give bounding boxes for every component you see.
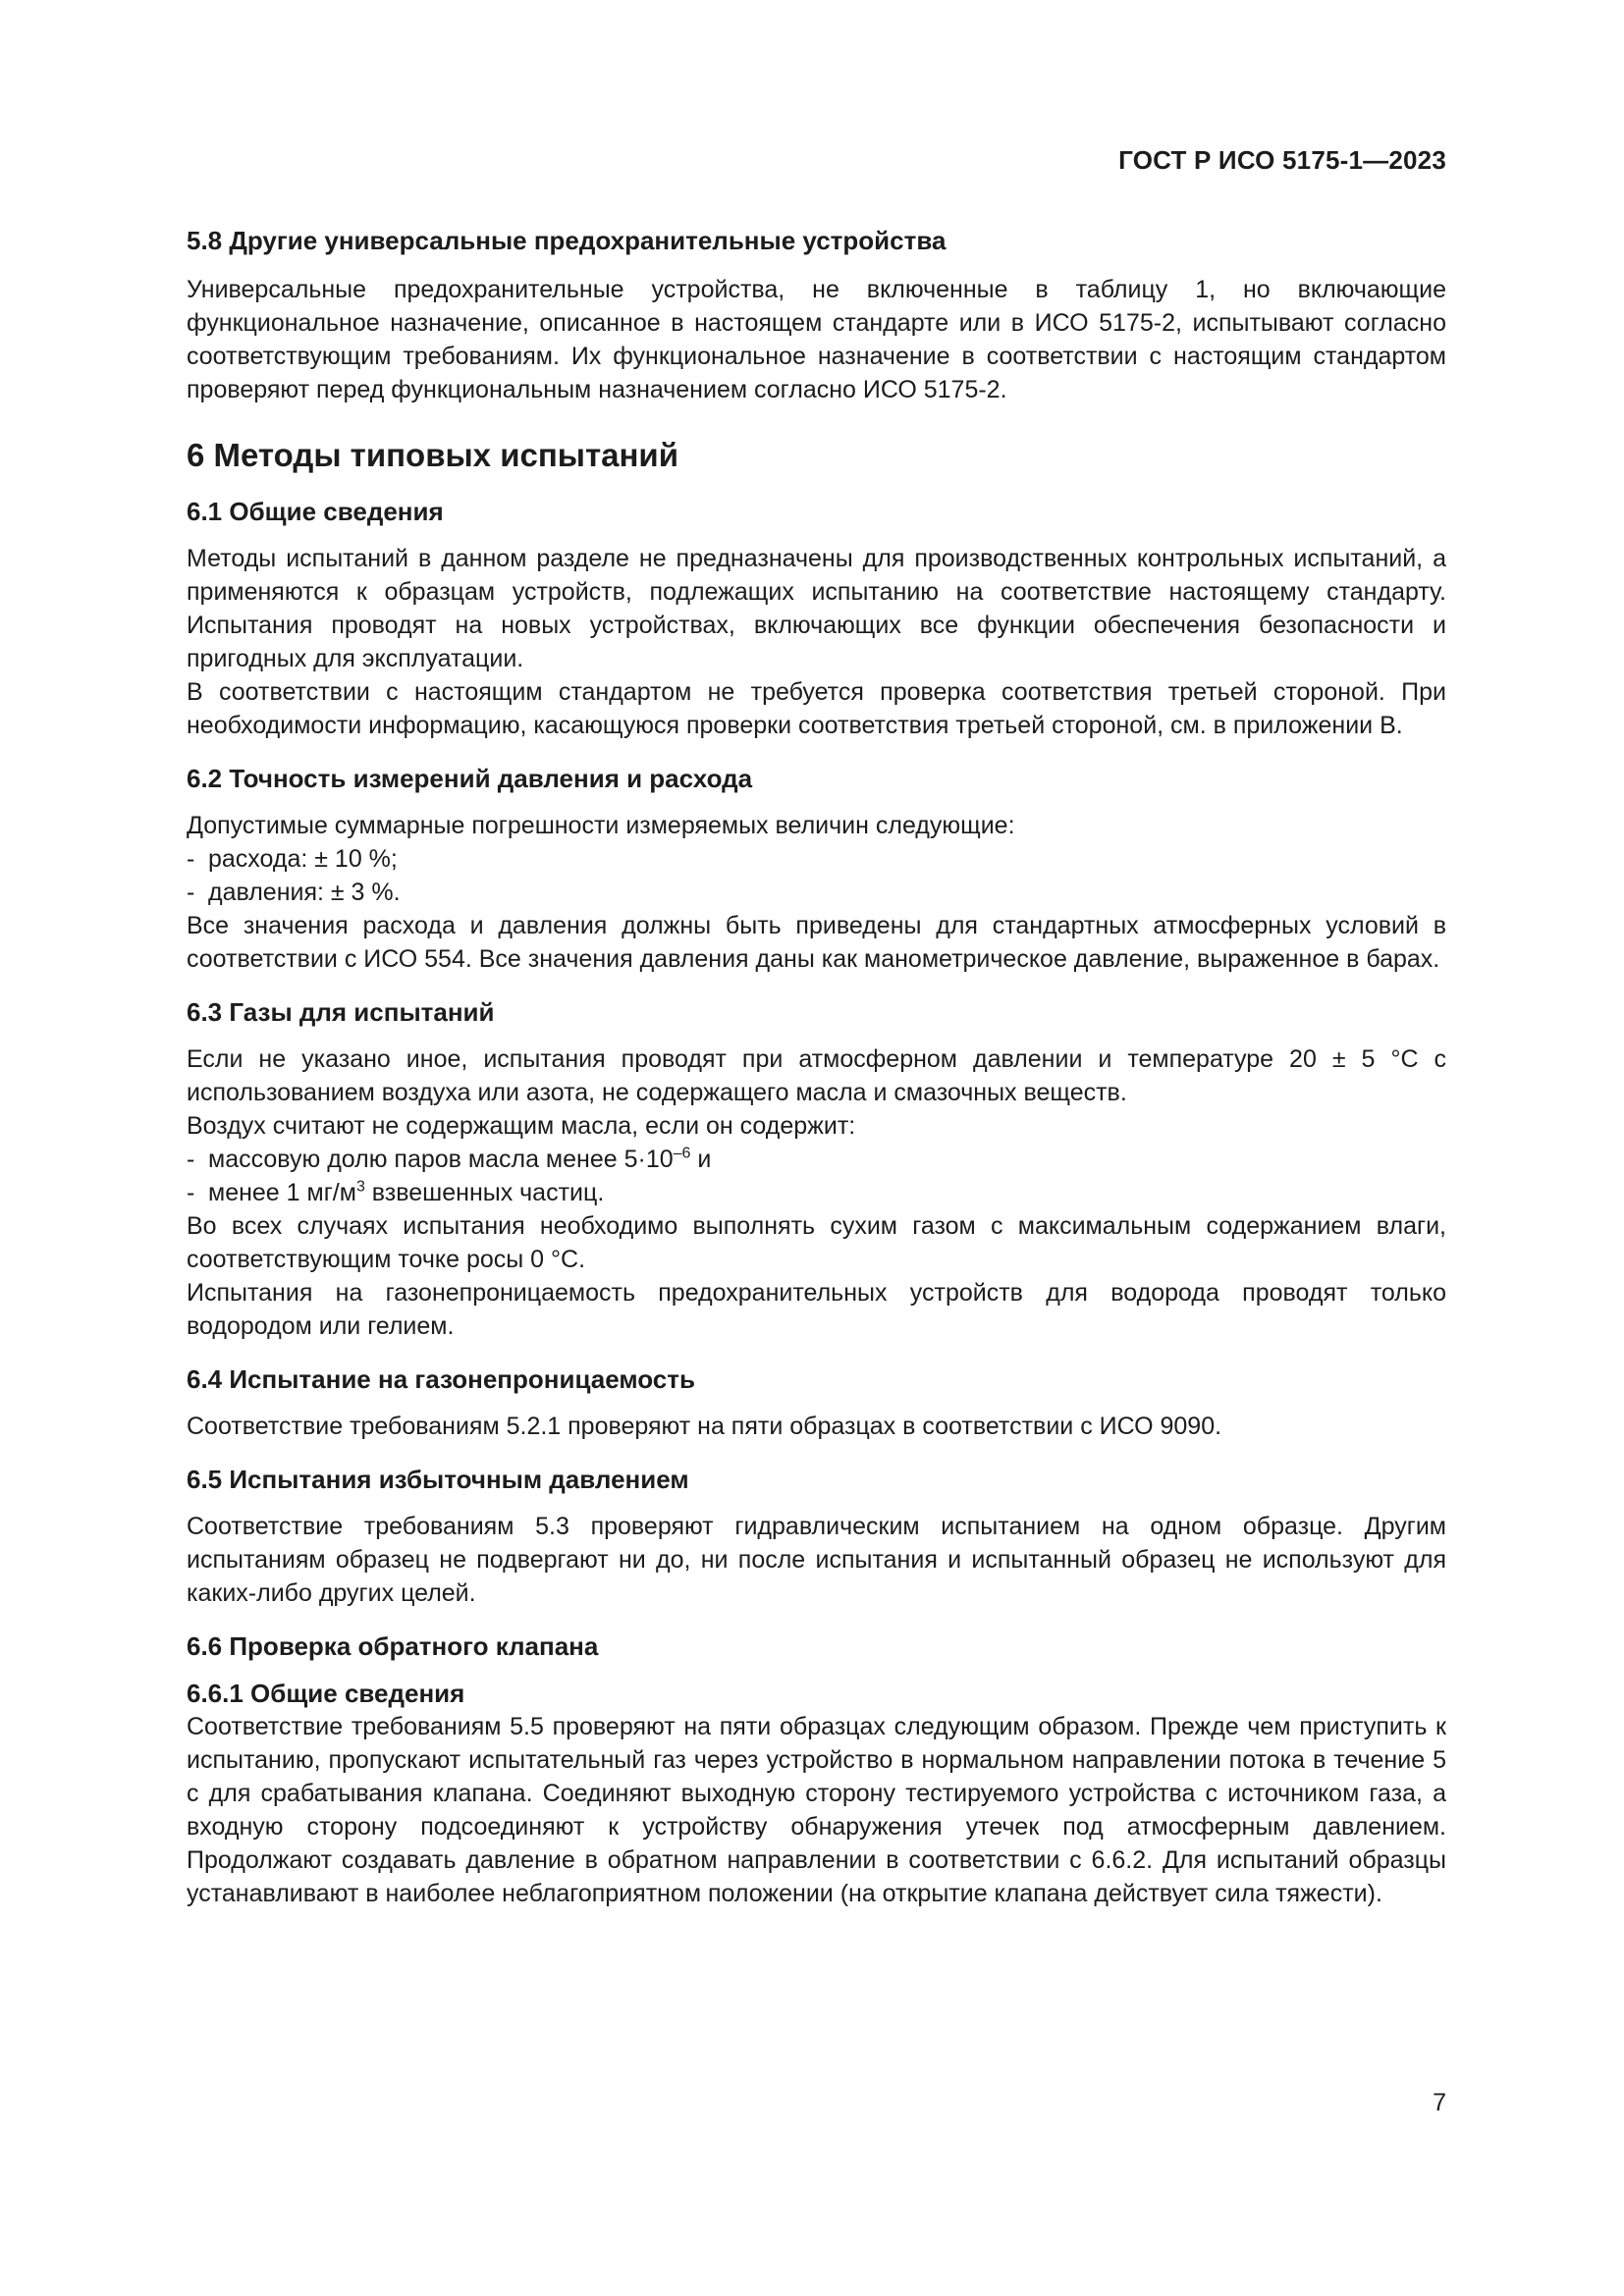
paragraph: В соответствии с настоящим стандартом не требуется проверка соответствия третьей стороной. При необходимости информацию, касающуюся проверки соответствия третьей стороной, см. в приложении В. xyxy=(187,678,1446,739)
section-heading: 6.2 Точность измерений давления и расхода xyxy=(187,764,753,793)
section-heading: 6.1 Общие сведения xyxy=(187,497,444,526)
section-6-5 xyxy=(187,1463,1446,1610)
list-item: - массовую долю паров масла менее $5\cdot 10^{-6}$ и xyxy=(187,1145,712,1173)
subsection-heading: 6.6.1 Общие сведения xyxy=(187,1679,465,1708)
paragraph-text: Универсальные предохранительные устройства, не включенные в таблицу 1, но включающие функциональное назначение, описанное в настоящем стандарте или в ИСО 5175-2, испытывают согласно соответствующим требованиям. Их функциональное назначение в соответствии с настоящим стандартом проверяют перед функциональным назначением согласно ИСО 5175-2. xyxy=(187,276,1446,403)
paragraph: Соответствие требованиям 5.3 проверяют гидравлическим испытанием на одном образце. Другим испытаниям образец не подвергают ни до, ни после испытания и испытанный образец не используют для каких-либо других целей. xyxy=(187,1513,1446,1607)
section-heading: 6.4 Испытание на газонепроницаемость xyxy=(187,1364,695,1394)
paragraph: Соответствие требованиям 5.5 проверяют на пяти образцах следующим образом. Прежде чем приступить к испытанию, пропускают испытательный газ через устройство в нормальном направлении потока в течение 5 с для срабатывания клапана. Соединяют выходную сторону тестируемого устройства с источником газа, а входную сторону подсоединяют к устройству обнаружения утечек под атмосферным давлением. Продолжают создавать давление в обратном направлении в соответствии с 6.6.2. Для испытаний образцы устанавливают в наиболее неблагоприятном положении (на открытие клапана действует сила тяжести). xyxy=(187,1713,1446,1907)
paragraph: Испытания на газонепроницаемость предохранительных устройств для водорода проводят только водородом или гелием. xyxy=(187,1279,1446,1340)
list-item-text: давления: ± 3 %. xyxy=(208,879,401,906)
paragraph: Если не указано иное, испытания проводят при атмосферном давлении и температуре 20 ± 5 °С с использованием воздуха или азота, не содержащего масла и смазочных веществ. xyxy=(187,1045,1446,1106)
section-heading: 6.6 Проверка обратного клапана xyxy=(187,1631,599,1661)
document-body xyxy=(187,224,1446,1930)
paragraph: Методы испытаний в данном разделе не предназначены для производственных контрольных испытаний, а применяются к образцам устройств, подлежащих испытанию на соответствие настоящему стандарту. Испытания проводят на новых устройствах, включающих все функции обеспечения безопасности и пригодных для эксплуатации. xyxy=(187,545,1446,672)
section-6-2 xyxy=(187,762,1446,976)
section-6-6 xyxy=(187,1629,1446,1910)
list-item: - расхода: ± 10 %; xyxy=(187,845,398,873)
document-header: ГОСТ Р ИСО 5175-1—2023 xyxy=(1118,145,1446,175)
paragraph: Соответствие требованиям 5.2.1 проверяют на пяти образцах в соответствии с ИСО 9090. xyxy=(187,1413,1222,1440)
page-number: 7 xyxy=(1433,2089,1446,2116)
list-item: - менее 1 $мг/м^3$ взвешенных частиц. xyxy=(187,1178,605,1206)
paragraph: Все значения расхода и давления должны быть приведены для стандартных атмосферных условий в соответствии с ИСО 554. Все значения давления даны как манометрическое давление, выраженное в барах. xyxy=(187,912,1446,973)
paragraph: Во всех случаях испытания необходимо выполнять сухим газом с максимальным содержанием влаги, соответствующим точке росы 0 °С. xyxy=(187,1212,1446,1273)
paragraph: Воздух считают не содержащим масла, если он содержит: xyxy=(187,1112,856,1140)
paragraph: Допустимые суммарные погрешности измеряемых величин следующие: xyxy=(187,812,1015,839)
list-item-text: расхода: ± 10 %; xyxy=(208,845,398,873)
chapter-heading: 6 Методы типовых испытаний xyxy=(187,437,678,473)
section-6-1 xyxy=(187,495,1446,742)
section-heading: 5.8 Другие универсальные предохранительные устройства xyxy=(187,226,947,255)
section-5-8 xyxy=(187,224,1446,406)
paragraph xyxy=(187,273,1446,406)
section-heading: 6.3 Газы для испытаний xyxy=(187,997,495,1027)
section-heading: 6.5 Испытания избыточным давлением xyxy=(187,1465,689,1494)
section-6-4 xyxy=(187,1362,1446,1443)
section-6-3 xyxy=(187,995,1446,1343)
list-item: - давления: ± 3 %. xyxy=(187,879,401,906)
